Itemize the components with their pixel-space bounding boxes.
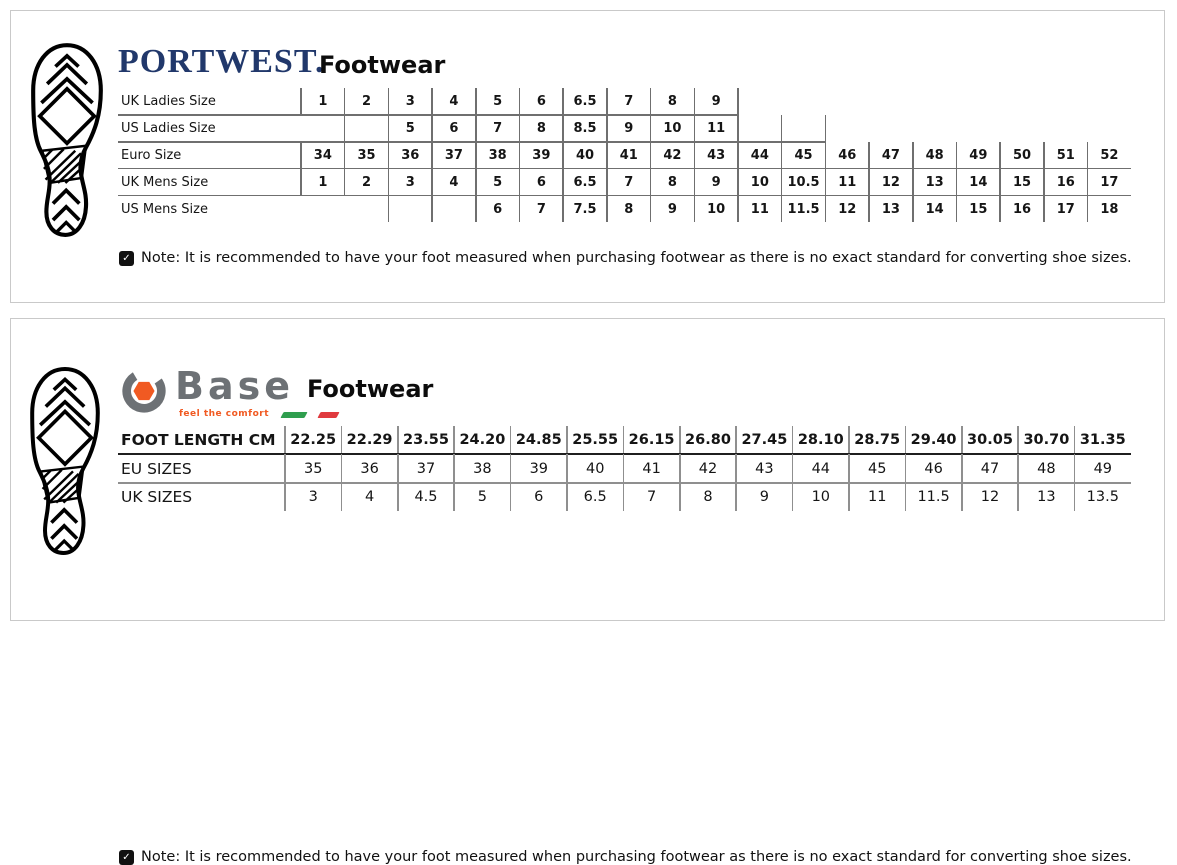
size-cell: 4: [449, 93, 459, 109]
size-cell: 6: [536, 93, 546, 109]
size-cell: 6: [534, 488, 544, 505]
column-divider: [475, 88, 477, 115]
size-cell: 47: [881, 147, 900, 163]
size-cell: 48: [925, 147, 944, 163]
column-divider: [737, 196, 739, 223]
column-divider: [566, 426, 568, 454]
column-divider: [956, 196, 958, 223]
column-divider: [694, 196, 696, 223]
column-divider: [868, 142, 870, 169]
size-cell: [432, 196, 476, 223]
column-divider: [475, 169, 477, 196]
size-cell: 36: [360, 460, 379, 477]
column-divider: [650, 142, 652, 169]
base-size-table: [118, 426, 1131, 511]
column-divider: [825, 115, 827, 142]
column-divider: [453, 454, 455, 482]
size-cell: 39: [532, 147, 551, 163]
column-divider: [737, 169, 739, 196]
size-cell: 12: [881, 174, 900, 190]
size-cell: 10: [663, 120, 682, 136]
size-cell: 7.5: [573, 201, 597, 217]
column-divider: [606, 115, 608, 142]
column-divider: [912, 196, 914, 223]
column-divider: [1017, 426, 1019, 454]
size-cell: 28.10: [797, 432, 844, 449]
column-divider: [562, 169, 564, 196]
size-cell: 44: [811, 460, 831, 477]
size-cell: 46: [924, 460, 943, 477]
column-divider: [510, 426, 512, 454]
size-cell: 9: [711, 174, 721, 190]
base-size-chart-panel: [10, 318, 1165, 865]
column-divider: [519, 115, 521, 142]
row-label: Euro Size: [121, 147, 182, 163]
column-divider: [792, 426, 794, 454]
size-cell: 15: [1012, 174, 1032, 190]
column-divider: [562, 88, 564, 115]
column-divider: [562, 142, 564, 169]
size-cell: 35: [357, 147, 376, 163]
column-divider: [1074, 426, 1076, 454]
column-divider: [397, 483, 399, 511]
size-cell: 41: [619, 147, 638, 163]
column-divider: [431, 169, 433, 196]
row-label: UK Ladies Size: [121, 93, 216, 109]
size-cell: 13: [881, 201, 900, 217]
column-divider: [475, 142, 477, 169]
size-cell: 30.05: [967, 432, 1013, 449]
size-cell: 10.5: [787, 174, 820, 190]
portwest-size-table: [118, 88, 1131, 223]
column-divider: [344, 142, 346, 169]
size-cell: 36: [401, 147, 420, 163]
column-divider: [848, 426, 850, 454]
column-divider: [566, 483, 568, 511]
column-divider: [623, 426, 625, 454]
size-cell: 5: [405, 120, 415, 136]
note-text: Note: It is recommended to have your foot measured when purchasing footwear as there is no exact standard for converting shoe sizes.: [141, 849, 1132, 865]
size-cell: 9: [711, 93, 721, 109]
column-divider: [650, 115, 652, 142]
column-divider: [650, 196, 652, 223]
size-cell: 11: [867, 488, 887, 505]
size-cell: 7: [493, 120, 503, 136]
panel-title: Footwear: [319, 51, 446, 79]
column-divider: [397, 426, 399, 454]
column-divider: [510, 454, 512, 482]
size-cell: 2: [362, 93, 372, 109]
row-label: US Ladies Size: [121, 120, 216, 136]
size-cell: 22.25: [290, 432, 337, 449]
size-cell: 13: [1037, 488, 1056, 505]
column-divider: [1043, 169, 1045, 196]
column-divider: [956, 142, 958, 169]
size-cell: 4.5: [414, 488, 438, 505]
column-divider: [1043, 142, 1045, 169]
column-divider: [475, 115, 477, 142]
size-cell: 11.5: [787, 201, 820, 217]
size-cell: 1: [318, 93, 328, 109]
column-divider: [737, 142, 739, 169]
size-cell: 37: [416, 460, 436, 477]
column-divider: [562, 115, 564, 142]
column-divider: [300, 142, 302, 169]
column-divider: [431, 142, 433, 169]
column-divider: [1087, 196, 1089, 223]
column-divider: [453, 483, 455, 511]
column-divider: [650, 88, 652, 115]
size-cell: 4: [364, 488, 375, 505]
column-divider: [735, 454, 737, 482]
size-cell: 11.5: [917, 488, 950, 505]
size-cell: 31.35: [1079, 432, 1126, 449]
size-cell: 8: [624, 201, 634, 217]
size-cell: 3: [405, 174, 415, 190]
size-cell: 23.55: [403, 432, 449, 449]
row-label: UK SIZES: [121, 487, 193, 506]
column-divider: [781, 169, 783, 196]
size-cell: 50: [1012, 147, 1032, 163]
column-divider: [519, 88, 521, 115]
column-divider: [679, 454, 681, 482]
column-divider: [868, 196, 870, 223]
note: [119, 250, 1132, 266]
size-cell: 52: [1100, 147, 1119, 163]
size-cell: 6.5: [573, 93, 597, 109]
panel-title: Footwear: [307, 375, 434, 403]
column-divider: [562, 196, 564, 223]
column-divider: [519, 196, 521, 223]
pencil-check-icon: ✓: [119, 251, 134, 266]
size-cell: 16: [1012, 201, 1032, 217]
column-divider: [388, 115, 390, 142]
column-divider: [510, 483, 512, 511]
column-divider: [781, 142, 783, 169]
note: [119, 849, 1132, 865]
column-divider: [431, 196, 433, 223]
size-cell: 11: [707, 120, 726, 136]
column-divider: [912, 142, 914, 169]
size-cell: 15: [969, 201, 988, 217]
column-divider: [848, 454, 850, 482]
size-cell: 9: [624, 120, 634, 136]
size-cell: 18: [1100, 201, 1119, 217]
column-divider: [1017, 483, 1019, 511]
size-cell: 5: [493, 174, 503, 190]
column-divider: [519, 169, 521, 196]
column-divider: [341, 483, 343, 511]
column-divider: [735, 483, 737, 511]
size-cell: 6: [536, 174, 546, 190]
size-cell: 11: [750, 201, 769, 217]
size-cell: 7: [646, 488, 657, 505]
shoe-sole-icon: [25, 41, 109, 239]
column-divider: [341, 454, 343, 482]
size-cell: 39: [529, 460, 549, 477]
column-divider: [868, 169, 870, 196]
column-divider: [1074, 454, 1076, 482]
size-cell: 35: [303, 460, 323, 477]
size-cell: 7: [536, 201, 546, 217]
size-cell: [782, 115, 826, 142]
size-cell: 12: [980, 488, 1000, 505]
size-cell: 11: [838, 174, 857, 190]
size-cell: 43: [707, 147, 726, 163]
size-cell: 7: [624, 93, 634, 109]
column-divider: [606, 88, 608, 115]
size-cell: 2: [362, 174, 372, 190]
size-cell: 46: [838, 147, 857, 163]
column-divider: [566, 454, 568, 482]
size-cell: 14: [925, 201, 944, 217]
note-text: Note: It is recommended to have your foot measured when purchasing footwear as there is no exact standard for converting shoe sizes.: [141, 250, 1132, 266]
size-cell: 13.5: [1086, 488, 1119, 505]
size-cell: 3: [405, 93, 415, 109]
size-cell: 5: [493, 93, 503, 109]
column-divider: [1087, 142, 1089, 169]
column-divider: [519, 142, 521, 169]
size-cell: 6.5: [573, 174, 597, 190]
column-divider: [737, 115, 739, 142]
portwest-size-chart-panel: [10, 10, 1165, 303]
base-logo-wordmark: Base: [175, 364, 294, 408]
column-divider: [344, 169, 346, 196]
column-divider: [431, 88, 433, 115]
column-divider: [341, 426, 343, 454]
size-cell: 6.5: [583, 488, 607, 505]
column-divider: [344, 88, 346, 115]
column-divider: [650, 169, 652, 196]
column-divider: [300, 88, 302, 115]
portwest-logo: PORTWEST.: [118, 43, 325, 80]
size-cell: 6: [493, 201, 503, 217]
size-cell: 43: [755, 460, 774, 477]
column-divider: [694, 115, 696, 142]
size-cell: 44: [750, 147, 769, 163]
column-divider: [623, 483, 625, 511]
column-divider: [475, 196, 477, 223]
size-cell: 47: [980, 460, 1000, 477]
size-cell: [301, 115, 345, 142]
column-divider: [679, 483, 681, 511]
size-cell: 12: [838, 201, 857, 217]
column-divider: [905, 426, 907, 454]
column-divider: [825, 142, 827, 169]
size-cell: 42: [698, 460, 718, 477]
column-divider: [388, 169, 390, 196]
size-cell: 9: [667, 201, 677, 217]
size-cell: [345, 115, 389, 142]
size-cell: 49: [969, 147, 988, 163]
row-label: FOOT LENGTH CM: [121, 431, 276, 450]
column-divider: [284, 426, 286, 454]
size-cell: 6: [449, 120, 459, 136]
size-cell: 4: [449, 174, 459, 190]
size-cell: 27.45: [741, 432, 788, 449]
size-cell: 30.70: [1023, 432, 1070, 449]
column-divider: [961, 426, 963, 454]
column-divider: [679, 426, 681, 454]
size-cell: [388, 196, 432, 223]
row-label: EU SIZES: [121, 459, 192, 478]
column-divider: [388, 142, 390, 169]
size-cell: 1: [318, 174, 328, 190]
pencil-check-icon: ✓: [119, 850, 134, 865]
size-cell: 48: [1037, 460, 1056, 477]
column-divider: [606, 196, 608, 223]
column-divider: [1087, 169, 1089, 196]
size-cell: 38: [473, 460, 492, 477]
column-divider: [792, 454, 794, 482]
column-divider: [781, 196, 783, 223]
row-label: UK Mens Size: [121, 174, 209, 190]
column-divider: [961, 454, 963, 482]
size-cell: 51: [1056, 147, 1075, 163]
size-cell: 17: [1056, 201, 1075, 217]
size-cell: 25.55: [572, 432, 619, 449]
size-cell: 45: [867, 460, 887, 477]
column-divider: [388, 88, 390, 115]
size-cell: 28.75: [854, 432, 901, 449]
base-logo-icon: [119, 365, 169, 415]
column-divider: [300, 169, 302, 196]
column-divider: [397, 454, 399, 482]
column-divider: [344, 115, 346, 142]
size-cell: 8: [703, 488, 713, 505]
size-cell: 45: [794, 147, 813, 163]
size-cell: 7: [624, 174, 634, 190]
size-cell: [738, 115, 782, 142]
size-cell: 10: [811, 488, 831, 505]
row-label: US Mens Size: [121, 201, 208, 217]
column-divider: [284, 454, 286, 482]
column-divider: [735, 426, 737, 454]
column-divider: [792, 483, 794, 511]
column-divider: [825, 196, 827, 223]
size-cell: 41: [642, 460, 661, 477]
size-cell: 13: [925, 174, 944, 190]
size-cell: 8: [667, 93, 677, 109]
size-cell: 5: [477, 488, 487, 505]
column-divider: [905, 483, 907, 511]
column-divider: [1017, 454, 1019, 482]
column-divider: [825, 169, 827, 196]
size-cell: 26.80: [685, 432, 731, 449]
column-divider: [1074, 483, 1076, 511]
base-logo-tagline: [179, 410, 338, 419]
size-cell: 49: [1093, 460, 1113, 477]
size-cell: 24.20: [459, 432, 506, 449]
size-cell: 37: [444, 147, 463, 163]
column-divider: [388, 196, 390, 223]
column-divider: [623, 454, 625, 482]
size-cell: 34: [313, 147, 332, 163]
column-divider: [999, 142, 1001, 169]
size-cell: 42: [663, 147, 682, 163]
shoe-sole-icon: [25, 365, 105, 557]
size-cell: 9: [759, 488, 769, 505]
size-cell: 8: [667, 174, 677, 190]
column-divider: [848, 483, 850, 511]
size-cell: 40: [585, 460, 605, 477]
size-cell: 40: [575, 147, 595, 163]
column-divider: [453, 426, 455, 454]
size-cell: 26.15: [628, 432, 675, 449]
column-divider: [999, 196, 1001, 223]
column-divider: [956, 169, 958, 196]
size-cell: 10: [707, 201, 726, 217]
column-divider: [431, 115, 433, 142]
column-divider: [781, 115, 783, 142]
column-divider: [737, 88, 739, 115]
size-cell: 3: [308, 488, 318, 505]
red-flag-bar: [317, 412, 339, 418]
column-divider: [284, 483, 286, 511]
size-cell: 16: [1056, 174, 1075, 190]
size-cell: 17: [1100, 174, 1119, 190]
column-divider: [961, 483, 963, 511]
size-cell: 14: [969, 174, 988, 190]
size-cell: 8.5: [573, 120, 597, 136]
column-divider: [912, 169, 914, 196]
column-divider: [606, 169, 608, 196]
column-divider: [694, 88, 696, 115]
column-divider: [1043, 196, 1045, 223]
column-divider: [694, 169, 696, 196]
size-cell: 8: [536, 120, 546, 136]
size-cell: 38: [488, 147, 507, 163]
column-divider: [905, 454, 907, 482]
size-cell: 10: [750, 174, 769, 190]
size-cell: 29.40: [910, 432, 957, 449]
column-divider: [606, 142, 608, 169]
column-divider: [694, 142, 696, 169]
tagline-text: feel the comfort: [179, 409, 270, 419]
green-flag-bar: [280, 412, 307, 418]
size-cell: 22.29: [346, 432, 393, 449]
size-cell: 24.85: [515, 432, 562, 449]
column-divider: [999, 169, 1001, 196]
